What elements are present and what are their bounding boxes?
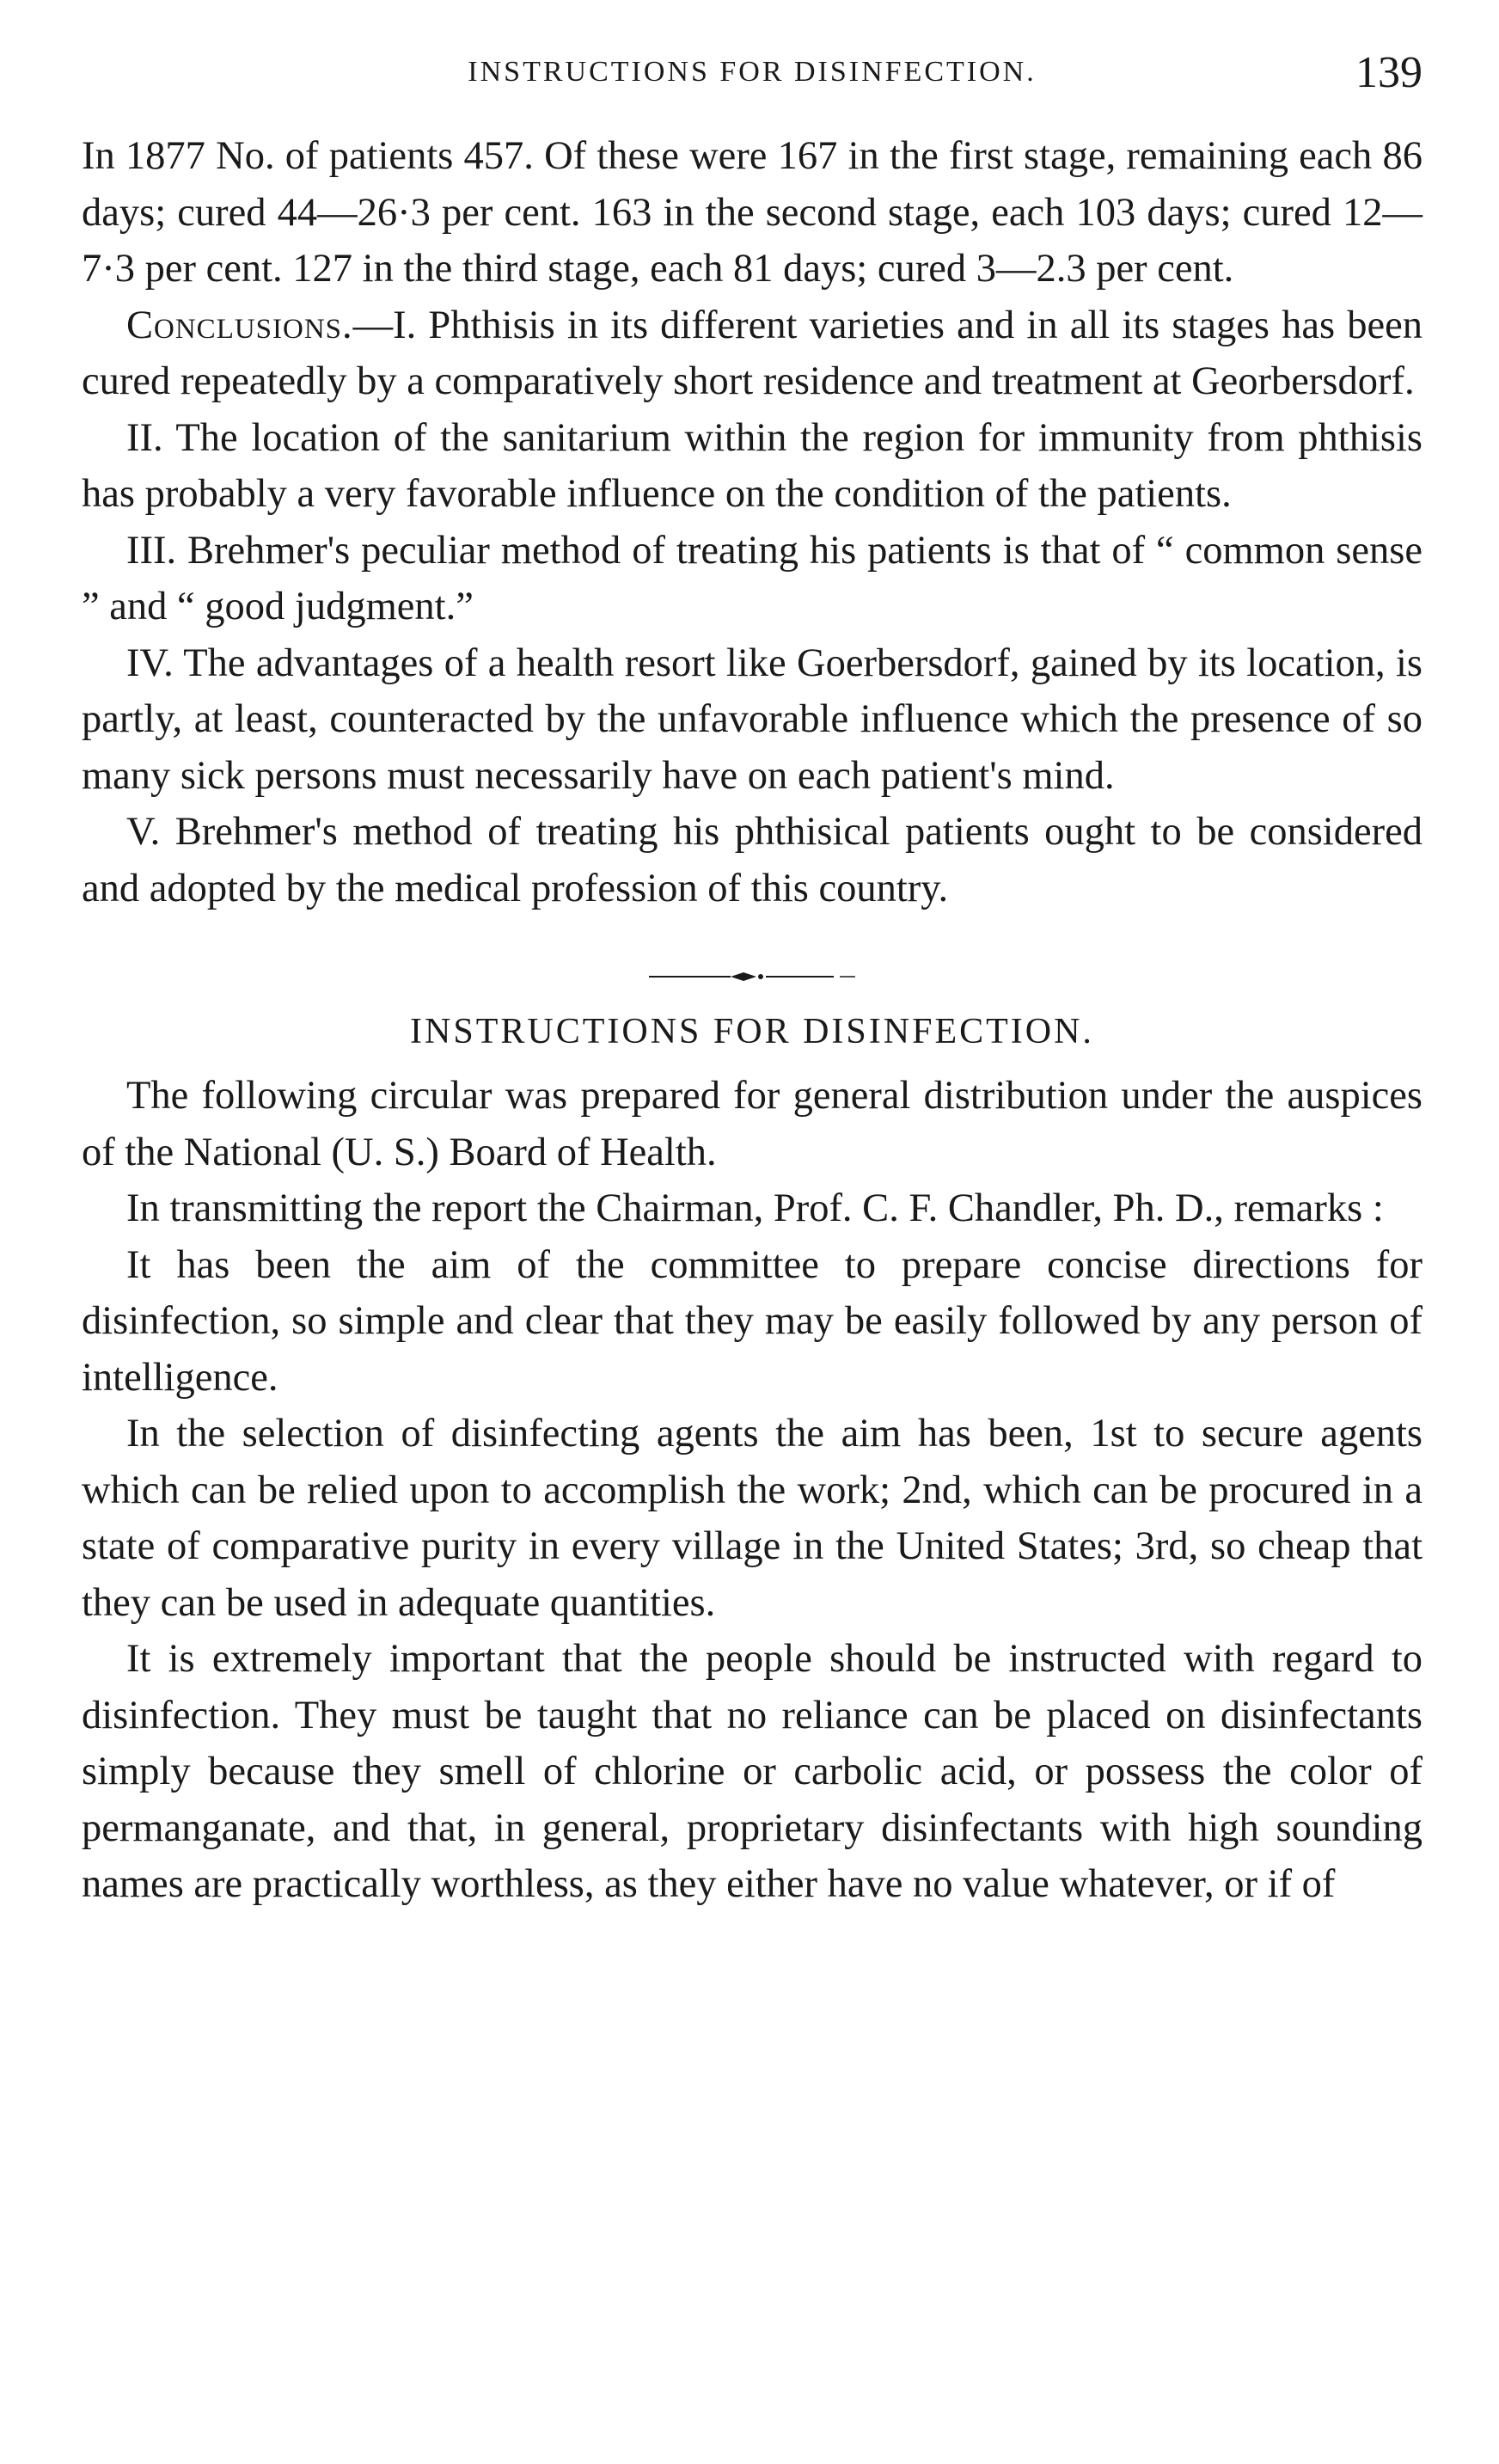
- section-paragraph-4: In the selection of disinfecting agents the aim has been, 1st to secure agents which can be relied upon to accomplish the work; 2nd, which can be procured in a state of comparative purity in every village in the United States; 3rd, so cheap that they can be used in adequate quantities.: [82, 1412, 1423, 1625]
- conclusion-1-text: —I. Phthisis in its different varieties and in all its stages has been cured repeatedly by a comparatively short residence and treatment at Georbersdorf.: [82, 303, 1423, 403]
- running-head: [82, 47, 1423, 116]
- section-title: INSTRUCTIONS FOR DISINFECTION.: [410, 1012, 1094, 1051]
- section-paragraph-2: In transmitting the report the Chairman, Prof. C. F. Chandler, Ph. D., remarks :: [126, 1186, 1384, 1230]
- conclusion-2: II. The location of the sanitarium within the region for immunity from phthisis has probably a very favorable influence on the condition of the patients.: [82, 415, 1423, 516]
- conclusion-4: IV. The advantages of a health resort like Goerbersdorf, gained by its location, is partly, at least, counteracted by the unfavorable influence which the presence of so many sick persons must necessarily have on each patient's mind.: [82, 641, 1423, 798]
- section-paragraph-1: The following circular was prepared for general distribution under the auspices of the National (U. S.) Board of Health.: [82, 1074, 1423, 1174]
- conclusion-3: III. Brehmer's peculiar method of treating his patients is that of “ common sense ” and “ good judgment.”: [82, 528, 1423, 628]
- statistics-paragraph: In 1877 No. of patients 457. Of these were 167 in the first stage, remaining each 86 days; cured 44—26·3 per cent. 163 in the second stage, each 103 days; cured 12—7·3 per cent. 127 in the third stage, each 81 days; cured 3—2.3 per cent.: [82, 134, 1423, 291]
- book-page: [82, 47, 1423, 1913]
- page-number: 139: [1355, 48, 1423, 97]
- main-text: [82, 128, 1423, 1913]
- section-divider-ornament: [649, 968, 855, 985]
- conclusions-label: Conclusions.: [126, 303, 353, 347]
- conclusion-1: [82, 297, 1423, 410]
- section-paragraph-5: It is extremely important that the people should be instructed with regard to disinfection. They must be taught that no reliance can be placed on disinfectants simply because they smell of chlorine or carbolic acid, or possess the color of permanganate, and that, in general, proprietary disinfectants with high sounding names are practically worthless, as they either have no value whatever, or if of: [82, 1637, 1423, 1906]
- running-title: INSTRUCTIONS FOR DISINFECTION.: [468, 56, 1037, 88]
- section-paragraph-3: It has been the aim of the committee to prepare concise directions for disinfection, so simple and clear that they may be easily followed by any person of intelligence.: [82, 1242, 1423, 1400]
- conclusion-5: V. Brehmer's method of treating his phthisical patients ought to be considered and adopted by the medical profession of this country.: [82, 810, 1423, 910]
